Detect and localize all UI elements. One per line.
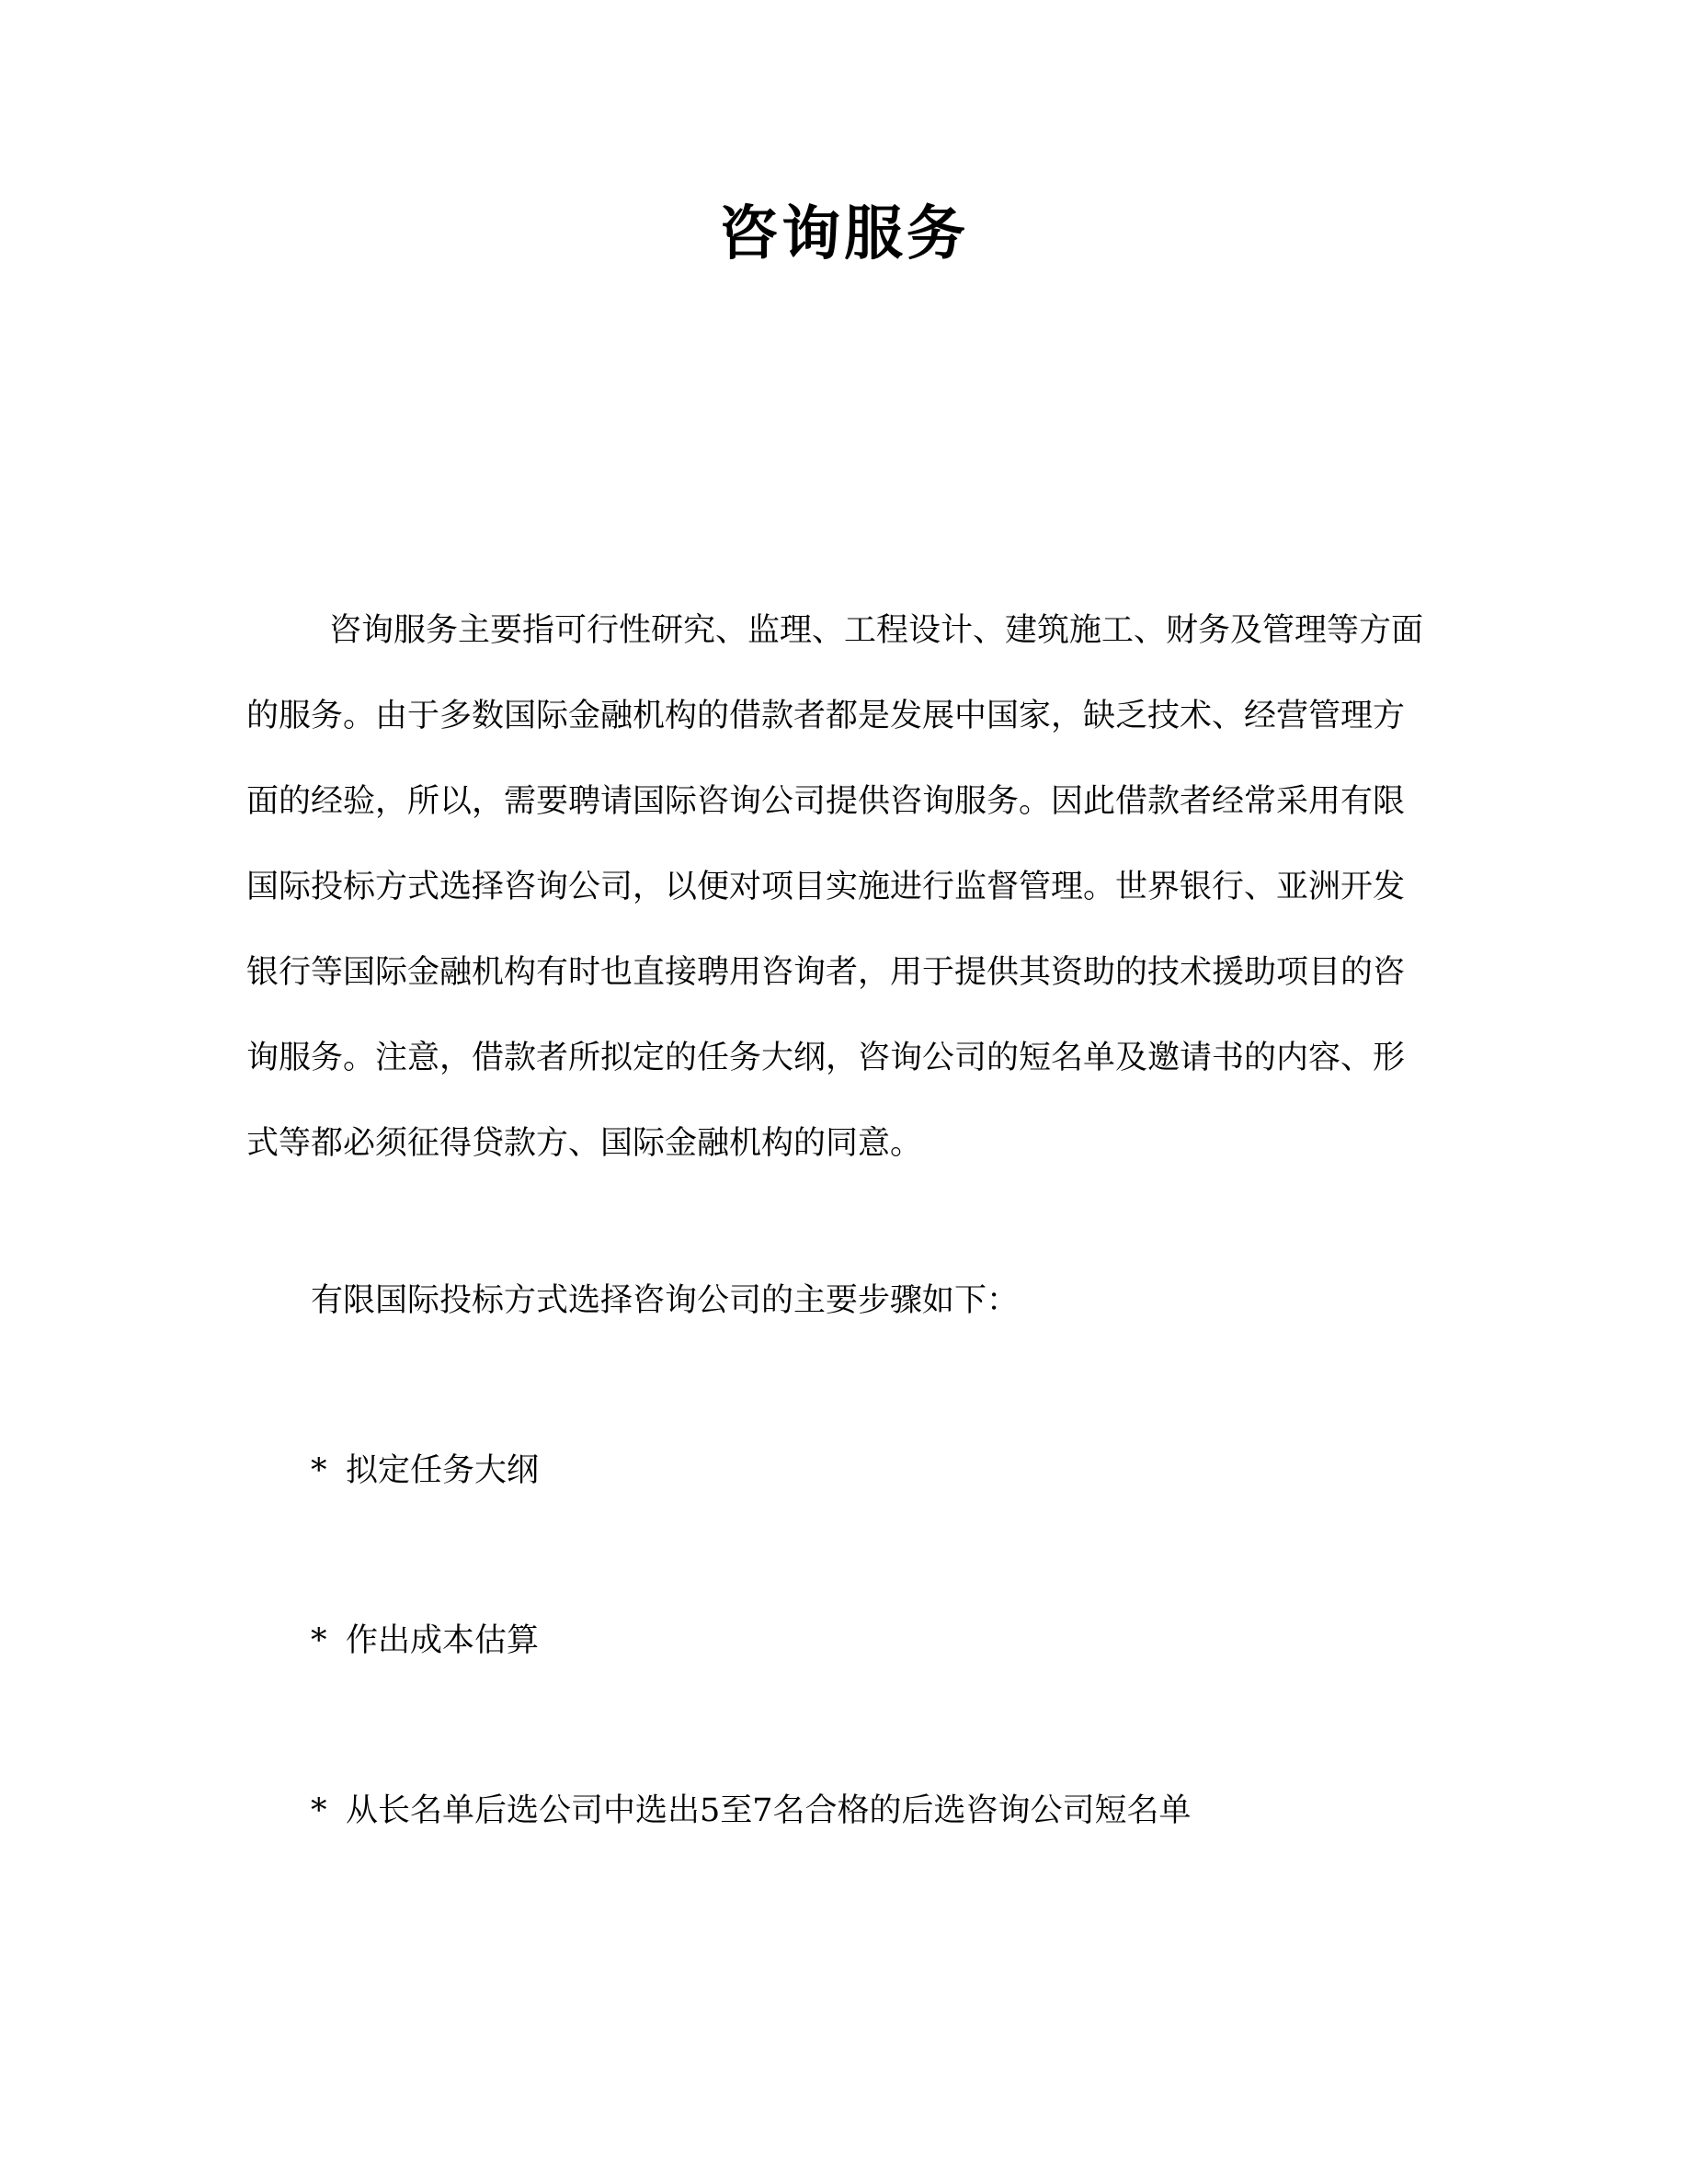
paragraph-line: 询服务。注意，借款者所拟定的任务大纲，咨询公司的短名单及邀请书的内容、形 bbox=[246, 1040, 1406, 1076]
list-item-text: 从长名单后选公司中选出5至7名合格的后选咨询公司短名单 bbox=[346, 1792, 1192, 1829]
list-item bbox=[311, 1613, 539, 1668]
paragraph-line: 国际投标方式选择咨询公司，以便对项目实施进行监督管理。世界银行、亚洲开发 bbox=[246, 869, 1406, 905]
list-item-text: 拟定任务大纲 bbox=[346, 1452, 540, 1489]
paragraph-line: 面的经验，所以，需要聘请国际咨询公司提供咨询服务。因此借款者经常采用有限 bbox=[246, 783, 1406, 820]
bullet-marker: * bbox=[311, 1792, 327, 1829]
paragraph-line: 银行等国际金融机构有时也直接聘用咨询者，用于提供其资助的技术援助项目的咨 bbox=[246, 954, 1406, 991]
list-item-text: 作出成本估算 bbox=[346, 1622, 540, 1659]
body-paragraph bbox=[246, 588, 1442, 1187]
paragraph-line: 的服务。由于多数国际金融机构的借款者都是发展中国家，缺乏技术、经营管理方 bbox=[246, 698, 1406, 734]
paragraph-line: 咨询服务主要指可行性研究、监理、工程设计、建筑施工、财务及管理等方面 bbox=[329, 612, 1424, 649]
bullet-marker: * bbox=[311, 1452, 327, 1489]
steps-intro: 有限国际投标方式选择咨询公司的主要步骤如下： bbox=[311, 1282, 1020, 1319]
bullet-marker: * bbox=[311, 1622, 327, 1659]
paragraph-line: 式等都必须征得贷款方、国际金融机构的同意。 bbox=[246, 1125, 923, 1162]
list-item bbox=[311, 1783, 1192, 1838]
list-item bbox=[311, 1443, 539, 1498]
page-title: 咨询服务 bbox=[719, 200, 969, 268]
